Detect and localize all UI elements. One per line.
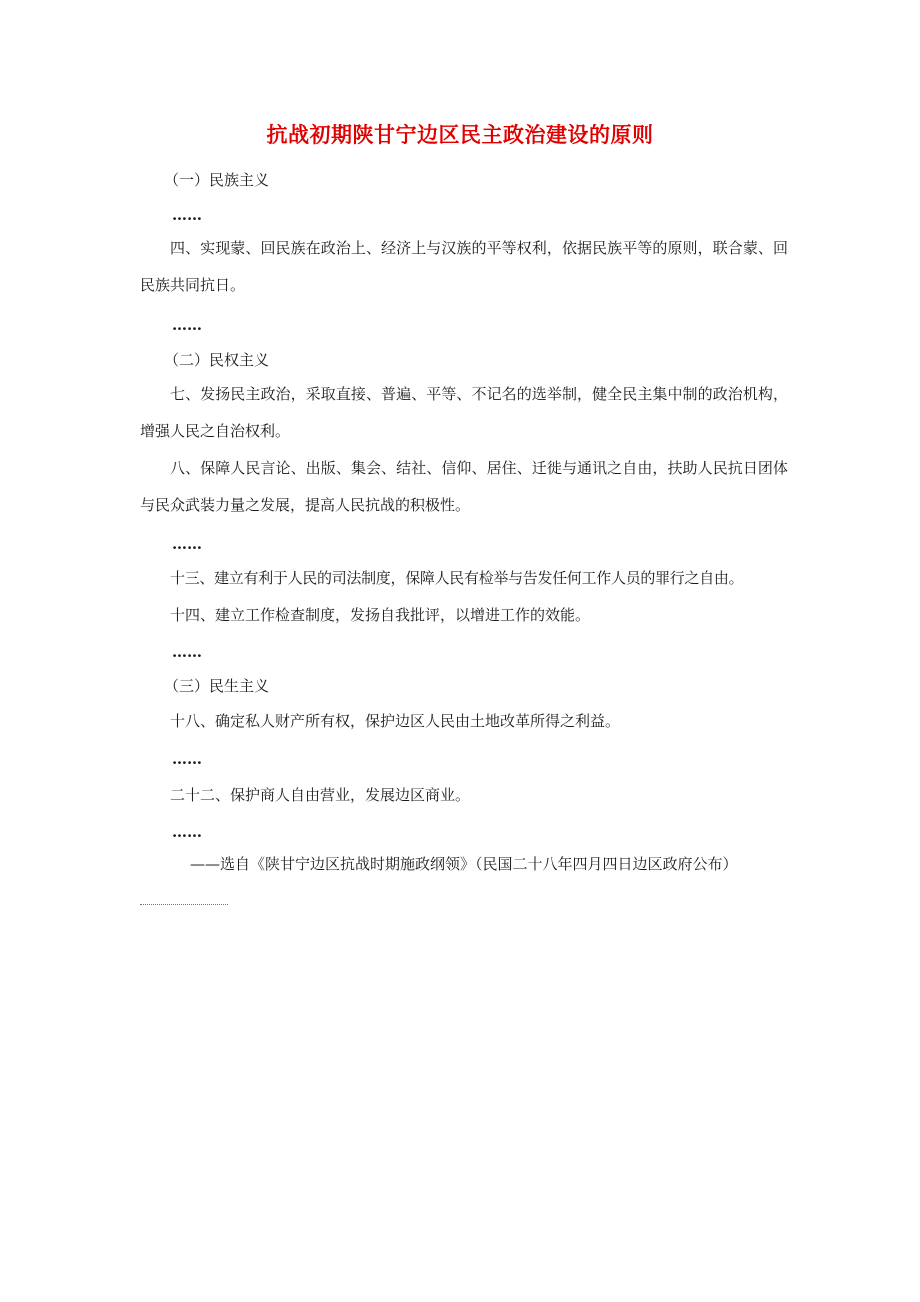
article-7: 七、发扬民主政治，采取直接、普遍、平等、不记名的选举制，健全民主集中制的政治机构，增强人民之自治权利。: [140, 385, 788, 440]
ellipsis-3: ……: [172, 535, 202, 553]
source-citation: ——选自《陕甘宁边区抗战时期施政纲领》（民国二十八年四月四日边区政府公布）: [190, 855, 738, 873]
ellipsis-5: ……: [172, 750, 202, 768]
section-heading-nationalism: （一）民族主义: [164, 171, 270, 189]
ellipsis-1: ……: [172, 206, 202, 224]
ellipsis-2: ……: [172, 316, 202, 334]
article-18: 十八、确定私人财产所有权，保护边区人民由土地改革所得之利益。: [170, 712, 621, 730]
ellipsis-6: ……: [172, 823, 202, 841]
footnote-separator: [140, 904, 228, 905]
section-heading-livelihood: （三）民生主义: [164, 677, 270, 695]
article-8: 八、保障人民言论、出版、集会、结社、信仰、居住、迁徙与通讯之自由，扶助人民抗日团体与民众武装力量之发展，提高人民抗战的积极性。: [140, 459, 788, 514]
article-22: 二十二、保护商人自由营业，发展边区商业。: [170, 786, 471, 804]
article-4: 四、实现蒙、回民族在政治上、经济上与汉族的平等权利，依据民族平等的原则，联合蒙、回民族共同抗日。: [140, 239, 788, 294]
ellipsis-4: ……: [172, 643, 202, 661]
article-13: 十三、建立有利于人民的司法制度，保障人民有检举与告发任何工作人员的罪行之自由。: [170, 569, 744, 587]
page-title: 抗战初期陕甘宁边区民主政治建设的原则: [266, 122, 654, 147]
article-14: 十四、建立工作检查制度，发扬自我批评，以增进工作的效能。: [170, 606, 591, 624]
section-heading-democracy: （二）民权主义: [164, 351, 270, 369]
